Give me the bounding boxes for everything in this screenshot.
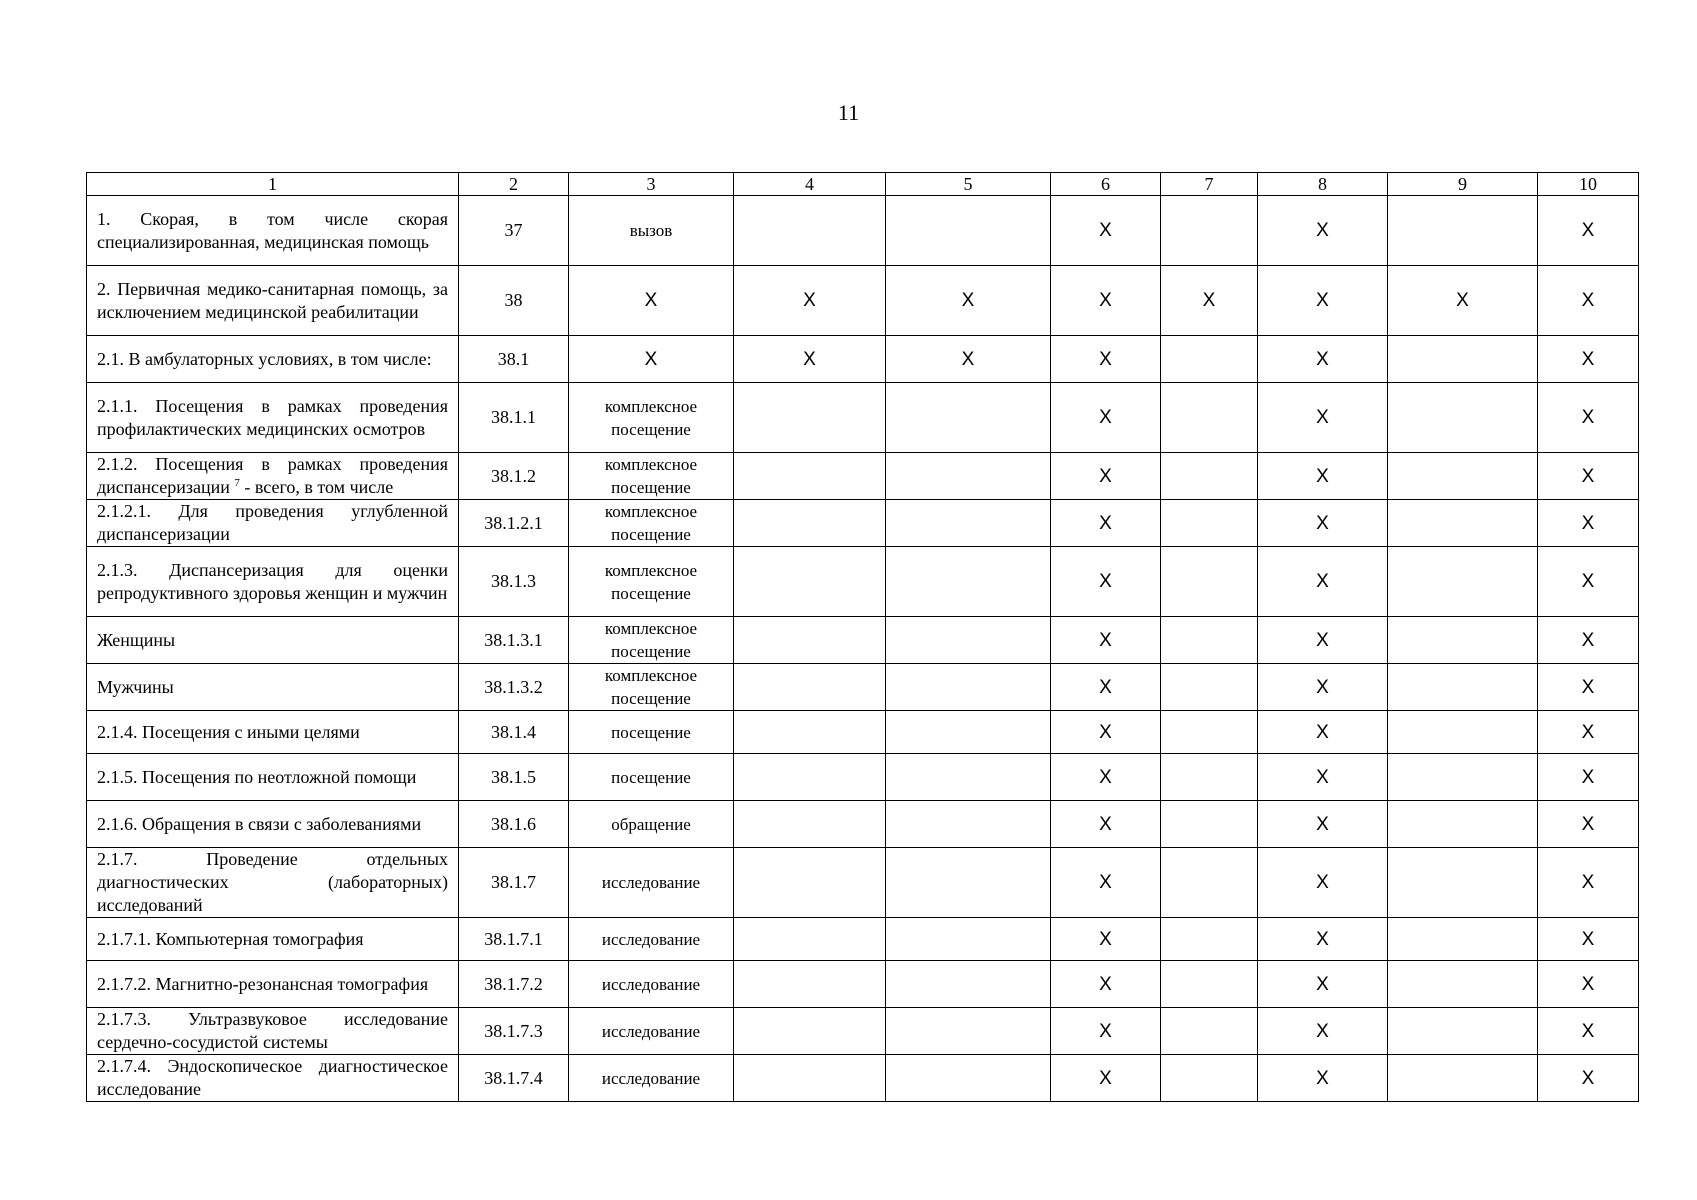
row-name-cell xyxy=(87,266,459,336)
row-cell-col9 xyxy=(1388,617,1538,664)
row-cell-col6: Х xyxy=(1051,801,1161,848)
column-header: 1 xyxy=(87,173,459,196)
row-cell-col8: Х xyxy=(1258,754,1388,801)
table-row xyxy=(87,754,1639,801)
row-cell-col4 xyxy=(734,961,886,1008)
column-header: 7 xyxy=(1161,173,1258,196)
row-cell-col5 xyxy=(886,664,1051,711)
column-header: 9 xyxy=(1388,173,1538,196)
table-row xyxy=(87,711,1639,754)
row-unit: исследование xyxy=(569,961,734,1008)
row-cell-col6: Х xyxy=(1051,664,1161,711)
table-row xyxy=(87,336,1639,383)
row-cell-col9 xyxy=(1388,848,1538,918)
row-code: 38.1.2.1 xyxy=(459,500,569,547)
row-cell-col4 xyxy=(734,500,886,547)
row-cell-col5 xyxy=(886,961,1051,1008)
row-cell-col7 xyxy=(1161,336,1258,383)
row-cell-col10: Х xyxy=(1538,801,1639,848)
row-cell-col8: Х xyxy=(1258,1008,1388,1055)
row-cell-col5 xyxy=(886,617,1051,664)
row-cell-col7 xyxy=(1161,1008,1258,1055)
page-number: 11 xyxy=(837,100,860,125)
row-cell-col7 xyxy=(1161,848,1258,918)
row-name-cell xyxy=(87,196,459,266)
row-code: 37 xyxy=(459,196,569,266)
row-cell-col8: Х xyxy=(1258,617,1388,664)
row-cell-col6: Х xyxy=(1051,266,1161,336)
row-unit: комплексное посещение xyxy=(569,664,734,711)
row-cell-col4 xyxy=(734,918,886,961)
column-header: 3 xyxy=(569,173,734,196)
row-cell-col4 xyxy=(734,547,886,617)
table-row xyxy=(87,547,1639,617)
row-name-cell xyxy=(87,1055,459,1102)
row-cell-col10: Х xyxy=(1538,848,1639,918)
row-name: 2.1.5. Посещения по неотложной помощи xyxy=(97,766,417,787)
row-cell-col6: Х xyxy=(1051,196,1161,266)
row-cell-col10: Х xyxy=(1538,266,1639,336)
row-cell-col5 xyxy=(886,196,1051,266)
row-cell-col6: Х xyxy=(1051,336,1161,383)
row-code: 38.1.7.1 xyxy=(459,918,569,961)
row-name-cell xyxy=(87,918,459,961)
row-code: 38 xyxy=(459,266,569,336)
row-name: 2.1.7.1. Компьютерная томография xyxy=(97,928,364,949)
row-cell-col5 xyxy=(886,848,1051,918)
row-cell-col9 xyxy=(1388,500,1538,547)
row-name: 2.1.7.2. Магнитно-резонансная томография xyxy=(97,973,429,994)
column-header: 8 xyxy=(1258,173,1388,196)
row-cell-col8: Х xyxy=(1258,383,1388,453)
row-name: 2.1. В амбулаторных условиях, в том числе: xyxy=(97,348,432,369)
row-name-cell xyxy=(87,500,459,547)
row-cell-col10: Х xyxy=(1538,500,1639,547)
row-cell-col8: Х xyxy=(1258,547,1388,617)
row-cell-col5: Х xyxy=(886,266,1051,336)
column-header: 5 xyxy=(886,173,1051,196)
row-cell-col4 xyxy=(734,664,886,711)
table-body xyxy=(87,173,1639,1102)
row-cell-col10: Х xyxy=(1538,547,1639,617)
row-unit: комплексное посещение xyxy=(569,617,734,664)
row-cell-col7 xyxy=(1161,961,1258,1008)
data-table xyxy=(86,172,1639,1102)
row-name-cell xyxy=(87,547,459,617)
row-name: 2.1.2. Посещения в рамках проведения диспансеризации xyxy=(97,454,448,497)
row-cell-col9 xyxy=(1388,383,1538,453)
row-cell-col6: Х xyxy=(1051,1008,1161,1055)
row-cell-col8: Х xyxy=(1258,500,1388,547)
column-header: 4 xyxy=(734,173,886,196)
row-cell-col7: Х xyxy=(1161,266,1258,336)
row-code: 38.1.3.1 xyxy=(459,617,569,664)
row-unit: комплексное посещение xyxy=(569,547,734,617)
row-name: 2.1.3. Диспансеризация для оценки репродуктивного здоровья женщин и мужчин xyxy=(97,559,448,603)
row-cell-col10: Х xyxy=(1538,617,1639,664)
row-cell-col7 xyxy=(1161,664,1258,711)
row-name-cell xyxy=(87,961,459,1008)
row-cell-col5 xyxy=(886,547,1051,617)
row-cell-col9 xyxy=(1388,664,1538,711)
row-code: 38.1.3 xyxy=(459,547,569,617)
row-cell-col10: Х xyxy=(1538,1055,1639,1102)
row-code: 38.1.2 xyxy=(459,453,569,500)
row-name: 2.1.4. Посещения с иными целями xyxy=(97,721,360,742)
row-cell-col4 xyxy=(734,453,886,500)
row-unit: Х xyxy=(569,336,734,383)
row-cell-col4 xyxy=(734,1008,886,1055)
row-cell-col7 xyxy=(1161,754,1258,801)
row-name-cell xyxy=(87,1008,459,1055)
row-name: 2.1.2.1. Для проведения углубленной диспансеризации xyxy=(97,501,448,544)
table-header-row xyxy=(87,173,1639,196)
row-cell-col9 xyxy=(1388,547,1538,617)
row-cell-col5: Х xyxy=(886,336,1051,383)
row-name-cell xyxy=(87,383,459,453)
table-row xyxy=(87,1008,1639,1055)
row-cell-col9 xyxy=(1388,918,1538,961)
row-cell-col7 xyxy=(1161,617,1258,664)
row-cell-col9 xyxy=(1388,961,1538,1008)
row-cell-col4 xyxy=(734,801,886,848)
row-name: Мужчины xyxy=(97,676,174,697)
row-cell-col4 xyxy=(734,1055,886,1102)
row-code: 38.1.3.2 xyxy=(459,664,569,711)
row-name: Женщины xyxy=(97,629,176,650)
row-unit: посещение xyxy=(569,754,734,801)
table-row xyxy=(87,918,1639,961)
row-code: 38.1.4 xyxy=(459,711,569,754)
row-cell-col4 xyxy=(734,617,886,664)
row-cell-col9 xyxy=(1388,196,1538,266)
row-code: 38.1.6 xyxy=(459,801,569,848)
row-cell-col7 xyxy=(1161,918,1258,961)
table-row xyxy=(87,848,1639,918)
row-unit: исследование xyxy=(569,918,734,961)
row-cell-col9 xyxy=(1388,801,1538,848)
row-cell-col9 xyxy=(1388,453,1538,500)
row-cell-col10: Х xyxy=(1538,918,1639,961)
row-name: 2.1.7. Проведение отдельных диагностических (лабораторных) исследований xyxy=(97,849,448,915)
row-unit: исследование xyxy=(569,1008,734,1055)
row-cell-col6: Х xyxy=(1051,617,1161,664)
row-cell-col7 xyxy=(1161,547,1258,617)
row-cell-col10: Х xyxy=(1538,383,1639,453)
row-cell-col10: Х xyxy=(1538,196,1639,266)
row-name: 2.1.7.4. Эндоскопическое диагностическое исследование xyxy=(97,1056,448,1099)
row-cell-col8: Х xyxy=(1258,1055,1388,1102)
table-row xyxy=(87,1055,1639,1102)
row-unit: вызов xyxy=(569,196,734,266)
row-cell-col10: Х xyxy=(1538,711,1639,754)
row-cell-col6: Х xyxy=(1051,918,1161,961)
row-cell-col10: Х xyxy=(1538,336,1639,383)
row-cell-col8: Х xyxy=(1258,196,1388,266)
row-cell-col6: Х xyxy=(1051,453,1161,500)
row-cell-col6: Х xyxy=(1051,961,1161,1008)
row-cell-col8: Х xyxy=(1258,961,1388,1008)
row-code: 38.1.7.2 xyxy=(459,961,569,1008)
table-row xyxy=(87,664,1639,711)
row-cell-col7 xyxy=(1161,1055,1258,1102)
row-cell-col8: Х xyxy=(1258,848,1388,918)
row-cell-col5 xyxy=(886,500,1051,547)
row-name-cell xyxy=(87,801,459,848)
row-cell-col7 xyxy=(1161,801,1258,848)
row-cell-col5 xyxy=(886,453,1051,500)
row-code: 38.1.1 xyxy=(459,383,569,453)
row-cell-col10: Х xyxy=(1538,664,1639,711)
table-row xyxy=(87,500,1639,547)
table-row xyxy=(87,453,1639,500)
row-unit: комплексное посещение xyxy=(569,383,734,453)
table-row xyxy=(87,801,1639,848)
row-unit: исследование xyxy=(569,848,734,918)
row-cell-col9 xyxy=(1388,711,1538,754)
row-cell-col8: Х xyxy=(1258,801,1388,848)
row-cell-col8: Х xyxy=(1258,664,1388,711)
row-cell-col7 xyxy=(1161,383,1258,453)
row-cell-col8: Х xyxy=(1258,336,1388,383)
row-unit: посещение xyxy=(569,711,734,754)
row-cell-col7 xyxy=(1161,500,1258,547)
row-cell-col9 xyxy=(1388,754,1538,801)
row-cell-col9 xyxy=(1388,1055,1538,1102)
row-cell-col10: Х xyxy=(1538,961,1639,1008)
row-cell-col7 xyxy=(1161,453,1258,500)
row-name-cell xyxy=(87,336,459,383)
row-cell-col7 xyxy=(1161,711,1258,754)
row-name: 2.1.7.3. Ультразвуковое исследование сердечно-сосудистой системы xyxy=(97,1009,448,1052)
row-cell-col4: Х xyxy=(734,266,886,336)
table-row xyxy=(87,196,1639,266)
row-cell-col4 xyxy=(734,754,886,801)
row-cell-col5 xyxy=(886,711,1051,754)
footnote-mark: 7 xyxy=(234,477,240,489)
row-unit: комплексное посещение xyxy=(569,500,734,547)
row-cell-col8: Х xyxy=(1258,453,1388,500)
row-unit: исследование xyxy=(569,1055,734,1102)
row-code: 38.1 xyxy=(459,336,569,383)
row-cell-col5 xyxy=(886,801,1051,848)
row-cell-col8: Х xyxy=(1258,918,1388,961)
row-cell-col8: Х xyxy=(1258,266,1388,336)
column-header: 2 xyxy=(459,173,569,196)
row-unit: Х xyxy=(569,266,734,336)
row-name-cell xyxy=(87,617,459,664)
row-name-cell xyxy=(87,664,459,711)
table-row xyxy=(87,383,1639,453)
row-code: 38.1.7.3 xyxy=(459,1008,569,1055)
row-name-cell xyxy=(87,711,459,754)
row-cell-col5 xyxy=(886,1008,1051,1055)
row-name-suffix: - всего, в том числе xyxy=(239,477,394,497)
row-cell-col4 xyxy=(734,383,886,453)
row-name: 1. Скорая, в том числе скорая специализированная, медицинская помощь xyxy=(97,208,448,252)
row-cell-col5 xyxy=(886,918,1051,961)
row-cell-col6: Х xyxy=(1051,547,1161,617)
row-cell-col6: Х xyxy=(1051,500,1161,547)
row-cell-col7 xyxy=(1161,196,1258,266)
row-cell-col6: Х xyxy=(1051,848,1161,918)
row-cell-col6: Х xyxy=(1051,711,1161,754)
row-cell-col4: Х xyxy=(734,336,886,383)
row-name-cell xyxy=(87,754,459,801)
row-cell-col9 xyxy=(1388,1008,1538,1055)
row-name-cell xyxy=(87,453,459,500)
table-row xyxy=(87,961,1639,1008)
row-cell-col8: Х xyxy=(1258,711,1388,754)
row-cell-col4 xyxy=(734,848,886,918)
row-cell-col10: Х xyxy=(1538,754,1639,801)
row-cell-col4 xyxy=(734,196,886,266)
row-name-cell xyxy=(87,848,459,918)
row-cell-col10: Х xyxy=(1538,1008,1639,1055)
row-cell-col6: Х xyxy=(1051,1055,1161,1102)
row-code: 38.1.7 xyxy=(459,848,569,918)
row-cell-col6: Х xyxy=(1051,754,1161,801)
row-cell-col4 xyxy=(734,711,886,754)
row-cell-col5 xyxy=(886,383,1051,453)
row-cell-col9: Х xyxy=(1388,266,1538,336)
row-unit: обращение xyxy=(569,801,734,848)
row-cell-col9 xyxy=(1388,336,1538,383)
row-unit: комплексное посещение xyxy=(569,453,734,500)
row-cell-col5 xyxy=(886,1055,1051,1102)
row-name: 2. Первичная медико-санитарная помощь, за исключением медицинской реабилитации xyxy=(97,278,448,322)
row-cell-col10: Х xyxy=(1538,453,1639,500)
row-name: 2.1.1. Посещения в рамках проведения профилактических медицинских осмотров xyxy=(97,395,448,439)
column-header: 6 xyxy=(1051,173,1161,196)
row-cell-col5 xyxy=(886,754,1051,801)
table-row xyxy=(87,617,1639,664)
table-row xyxy=(87,266,1639,336)
row-cell-col6: Х xyxy=(1051,383,1161,453)
row-code: 38.1.7.4 xyxy=(459,1055,569,1102)
row-code: 38.1.5 xyxy=(459,754,569,801)
row-name: 2.1.6. Обращения в связи с заболеваниями xyxy=(97,813,422,834)
column-header: 10 xyxy=(1538,173,1639,196)
